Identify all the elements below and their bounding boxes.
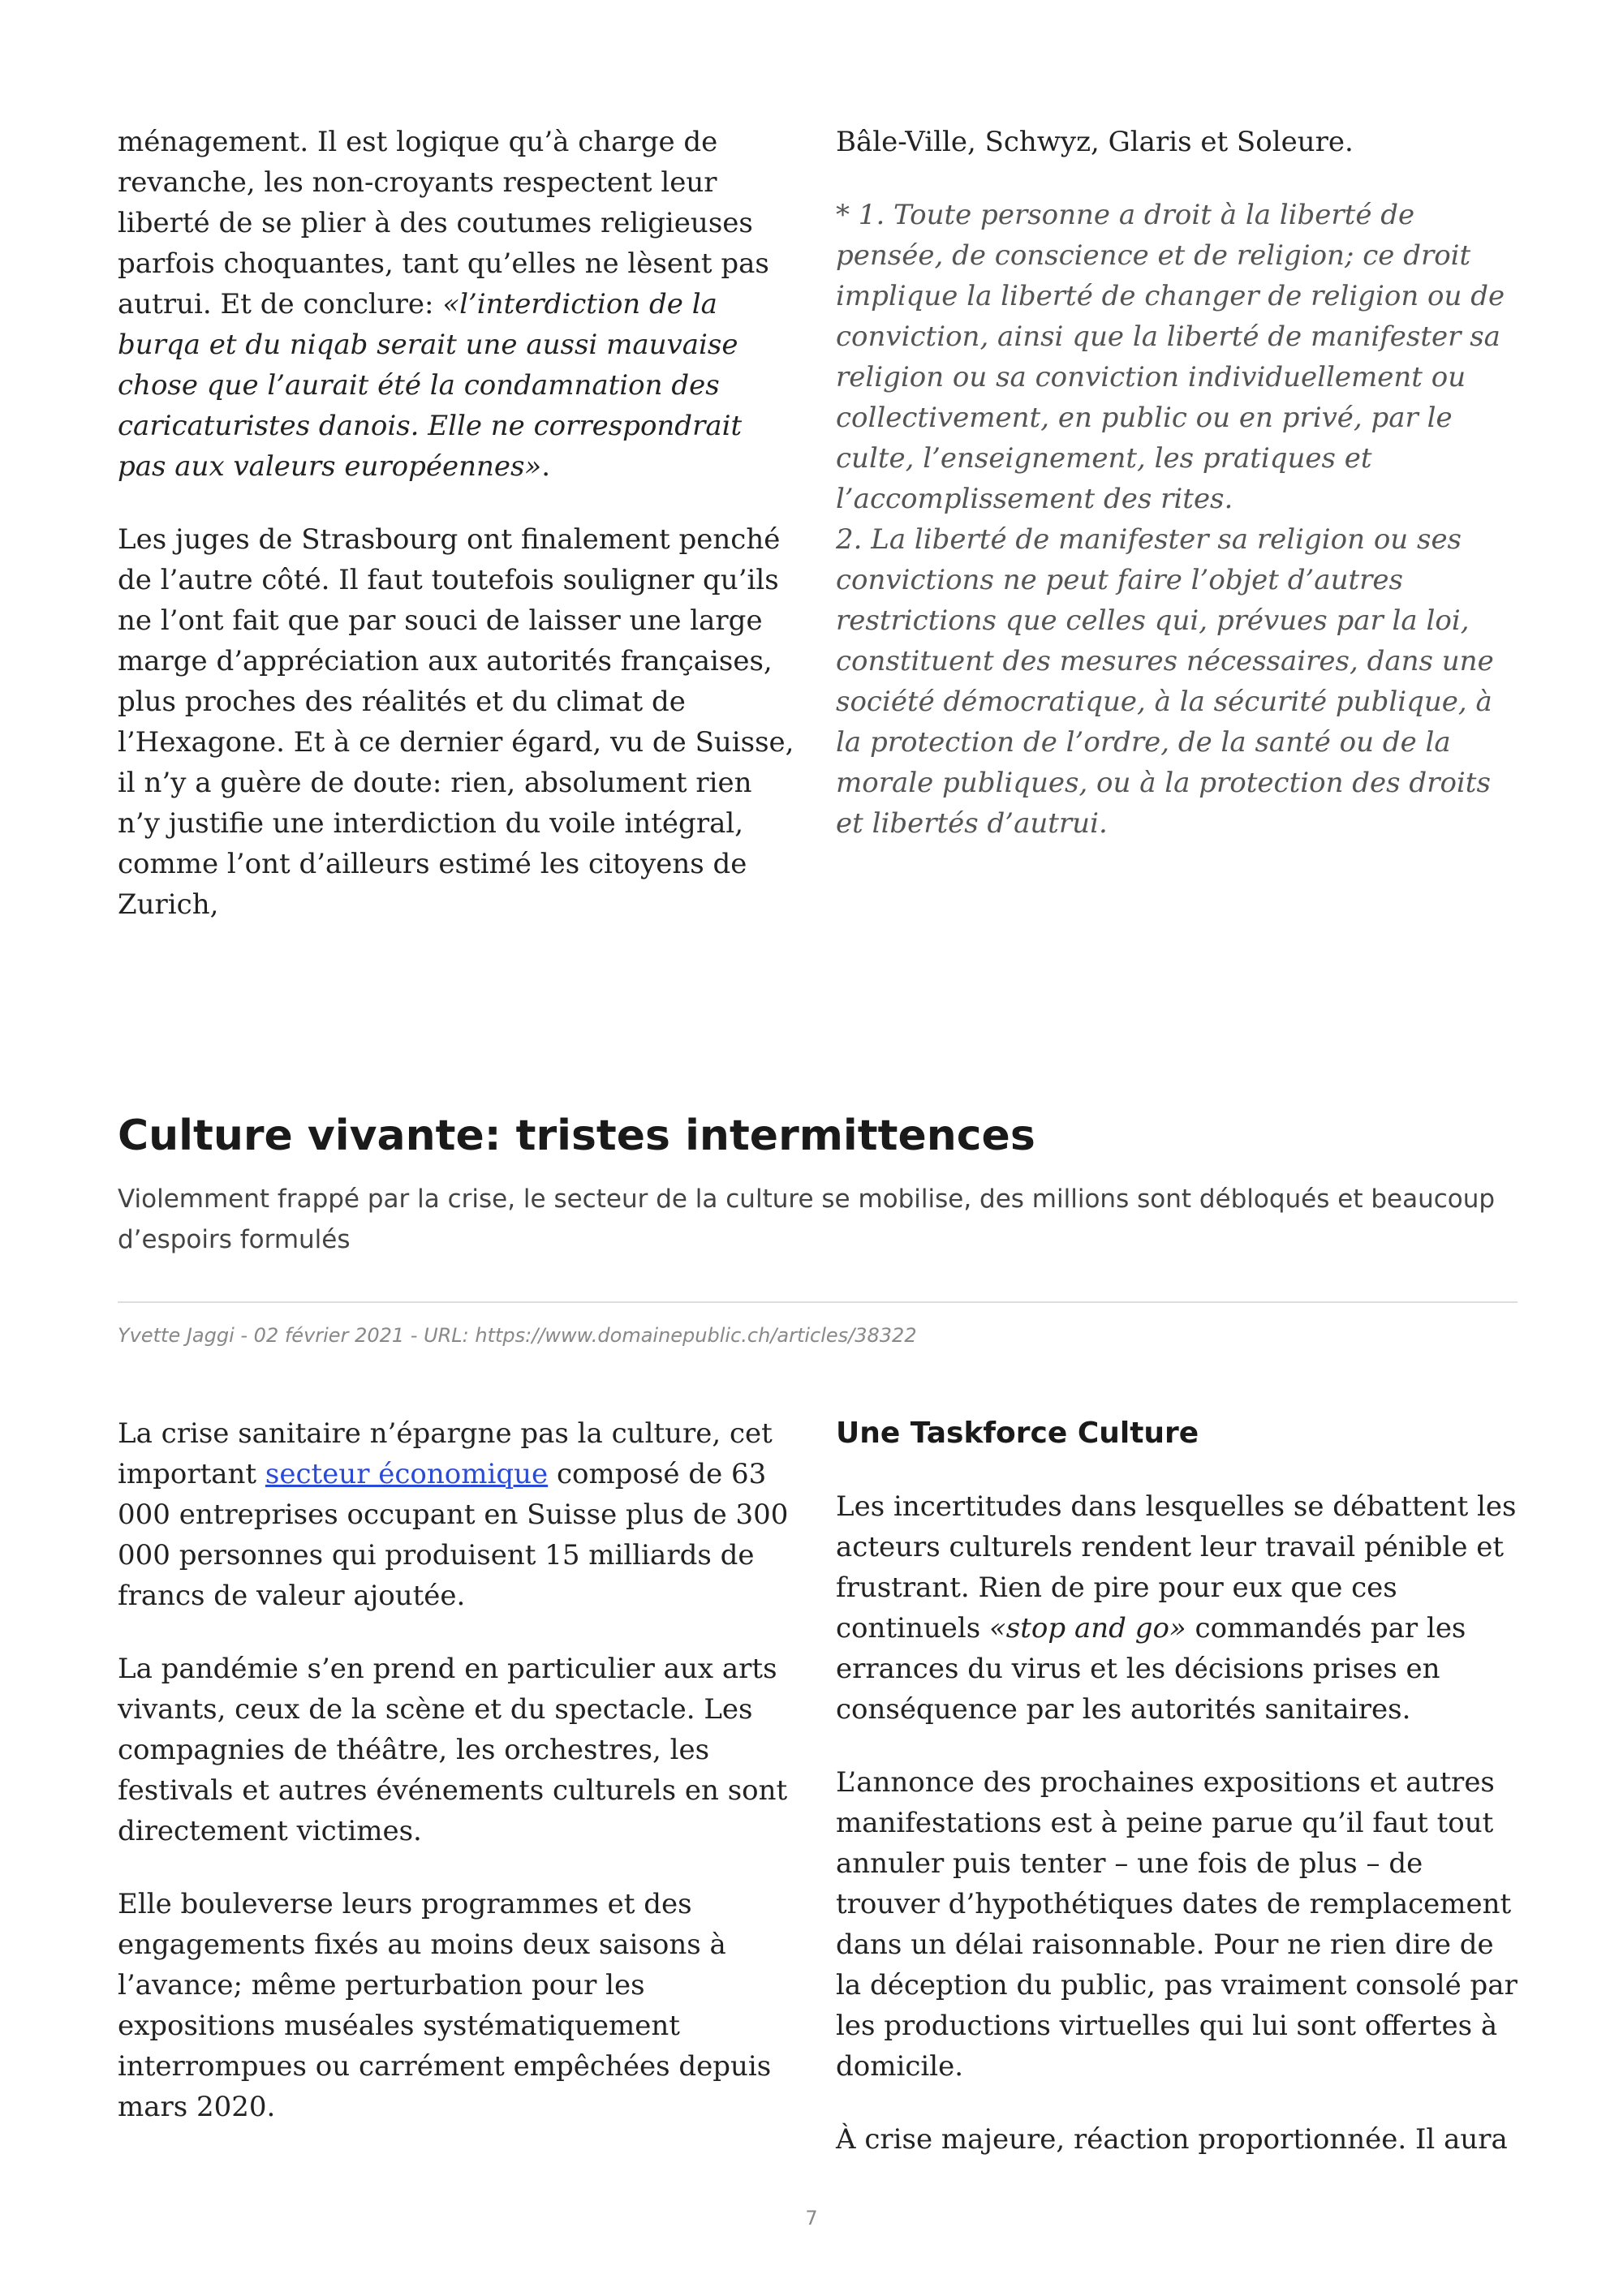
article-right-column [836,1413,1518,2192]
article-paragraph: À crise majeure, réaction proportionnée. Il aura [836,2123,1508,2156]
article-paragraph: Les incertitudes dans lesquelles se débattent les acteurs culturels rendent leur travail pénible et frustrant. Rien de pire pour eux que ces continuels «stop and go» commandés par les errances du virus et les décisions prises en conséquence par les autorités sanitaires. [836,1490,1517,1726]
article-left-column [118,1413,795,2160]
article-subtitle: Violemment frappé par la crise, le secteur de la culture se mobilise, des millions sont débloqués et beaucoup d’espoirs formulés [118,1185,1496,1254]
article-paragraph: La crise sanitaire n’épargne pas la culture, cet important secteur économique composé de 63 000 entreprises occupant en Suisse plus de 300 000 personnes qui produisent 15 milliards de francs de valeur ajoutée. [118,1417,789,1612]
section-heading: Une Taskforce Culture [836,1417,1199,1450]
secteur-economique-link[interactable]: secteur économique [265,1458,549,1490]
prev-article-paragraph: ménagement. Il est logique qu’à charge de revanche, les non-croyants respectent leur liberté de se plier à des coutumes religieuses parfois choquantes, tant qu’elles ne lèsent pas autrui. Et de conclure: «l’interdiction de la burqa et du niqab serait une aussi mauvaise chose que l’aurait été la condamnation des caricaturistes danois. Elle ne correspondrait pas aux valeurs européennes». [118,126,769,483]
prev-article-paragraph: Bâle-Ville, Schwyz, Glaris et Soleure. [836,126,1354,158]
divider [118,1301,1518,1303]
article-title: Culture vivante: tristes intermittences [118,1111,1035,1160]
footnote [836,195,1518,844]
footnote-item: * 1. Toute personne a droit à la liberté de pensée, de conscience et de religion; ce droit implique la liberté de changer de religion ou de conviction, ainsi que la liberté de manifester sa religion ou sa conviction individuellement ou collectivement, en public ou en privé, par le culte, l’enseignement, les pratiques et l’accomplissement des rites. [836,199,1505,515]
quote: «l’interdiction de la burqa et du niqab serait une aussi mauvaise chose que l’aurait été la condamnation des caricaturistes danois. Elle ne correspondrait pas aux valeurs européennes» [118,288,743,483]
article-paragraph: L’annonce des prochaines expositions et autres manifestations est à peine parue qu’il faut tout annuler puis tenter – une fois de plus – de trouver d’hypothétiques dates de remplacement dans un délai raisonnable. Pour ne rien dire de la déception du public, pas vraiment consolé par les productions virtuelles qui lui sont offertes à domicile. [836,1766,1518,2083]
footnote-item: 2. La liberté de manifester sa religion ou ses convictions ne peut faire l’objet d’autres restrictions que celles qui, prévues par la loi, constituent des mesures nécessaires, dans une société démocratique, à la sécurité publique, à la protection de l’ordre, de la santé ou de la morale publiques, ou à la protection des droits et libertés d’autrui. [836,523,1494,840]
article-meta: Yvette Jaggi - 02 février 2021 - URL: https://www.domainepublic.ch/articles/38322 [118,1324,917,1347]
article-paragraph: La pandémie s’en prend en particulier aux arts vivants, ceux de la scène et du spectacle. Les compagnies de théâtre, les orchestres, les festivals et autres événements culturels en sont directement victimes. [118,1653,788,1847]
prev-article-paragraph: Les juges de Strasbourg ont finalement penché de l’autre côté. Il faut toutefois souligner qu’ils ne l’ont fait que par souci de laisser une large marge d’appréciation aux autorités françaises, plus proches des réalités et du climat de l’Hexagone. Et à ce dernier égard, vu de Suisse, il n’y a guère de doute: rien, absolument rien n’y justifie une interdiction du voile intégral, comme l’ont d’ailleurs estimé les citoyens de Zurich, [118,523,794,921]
prev-article-left-column [118,122,795,957]
page-number: 7 [805,2207,818,2229]
italic-phrase: «stop and go» [989,1612,1186,1645]
article-paragraph: Elle bouleverse leurs programmes et des engagements fixés au moins deux saisons à l’avance; même perturbation pour les expositions muséales systématiquement interrompues ou carrément empêchées depuis mars 2020. [118,1888,772,2123]
prev-article-right-column [836,122,1518,844]
